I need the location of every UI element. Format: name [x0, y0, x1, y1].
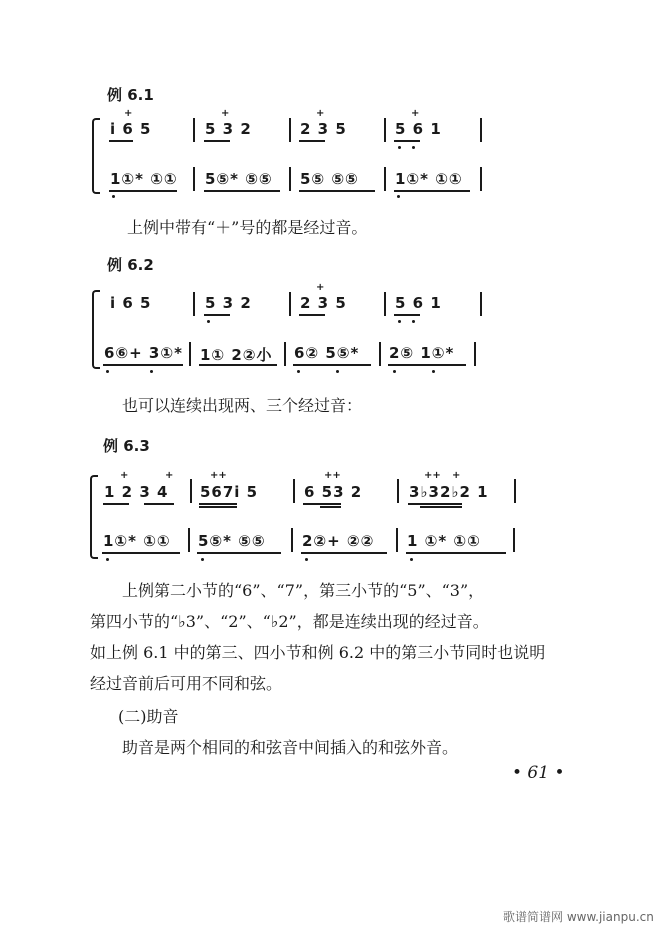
- melody-measure: 5 3 2: [205, 294, 252, 312]
- passing-tone-mark: +: [165, 470, 174, 481]
- example-caption: 上例中带有“＋”号的都是经过音。: [127, 218, 368, 237]
- harmony-measure: 5⑤ ⑤⑤: [300, 170, 359, 188]
- passing-tone-mark: +: [316, 282, 325, 293]
- barline: [513, 528, 515, 552]
- beam: [102, 552, 180, 554]
- barline: [284, 342, 286, 366]
- harmony-measure: 1 ①* ①①: [407, 532, 481, 550]
- barline: [289, 167, 291, 191]
- octave-dot: [112, 195, 115, 198]
- example-label: 例 6.1: [107, 86, 154, 104]
- beam: [199, 503, 237, 505]
- octave-dot: [412, 146, 415, 149]
- melody-measure: 5 6 1: [395, 294, 442, 312]
- beam: [109, 140, 133, 142]
- beam: [299, 314, 325, 316]
- octave-dot: [432, 370, 435, 373]
- barline: [396, 528, 398, 552]
- harmony-measure: 1①* ①①: [103, 532, 171, 550]
- beam: [199, 506, 237, 508]
- harmony-measure: 5⑤* ⑤⑤: [205, 170, 273, 188]
- melody-measure: 567i 5: [200, 483, 259, 501]
- octave-dot: [106, 558, 109, 561]
- harmony-measure: 1①* ①①: [395, 170, 463, 188]
- harmony-measure: 1①* ①①: [110, 170, 178, 188]
- passing-tone-mark: ++: [210, 470, 227, 481]
- beam: [293, 364, 371, 366]
- paragraph-line: 上例第二小节的“6”、“7”，第三小节的“5”、“3”，: [122, 581, 485, 600]
- beam: [103, 503, 129, 505]
- barline: [384, 118, 386, 142]
- barline: [379, 342, 381, 366]
- octave-dot: [398, 320, 401, 323]
- melody-measure: i 6 5: [110, 294, 152, 312]
- beam: [103, 364, 183, 366]
- paragraph-line: 如上例 6.1 中的第三、四小节和例 6.2 中的第三小节同时也说明: [90, 643, 546, 662]
- harmony-measure: 6⑥+ 3①*: [104, 344, 183, 362]
- beam: [301, 552, 387, 554]
- octave-dot: [150, 370, 153, 373]
- page-number: • 61 •: [512, 763, 565, 783]
- octave-dot: [412, 320, 415, 323]
- beam: [197, 552, 281, 554]
- passing-tone-mark: +: [124, 108, 133, 119]
- watermark: 歌谱简谱网 www.jianpu.cn: [503, 910, 654, 924]
- harmony-measure: 2②+ ②②: [302, 532, 375, 550]
- example-caption: 也可以连续出现两、三个经过音：: [122, 396, 363, 415]
- melody-measure: 2 3 5: [300, 294, 347, 312]
- barline: [384, 167, 386, 191]
- octave-dot: [393, 370, 396, 373]
- barline: [397, 479, 399, 503]
- barline: [193, 167, 195, 191]
- beam: [299, 190, 375, 192]
- barline: [514, 479, 516, 503]
- melody-measure: 5 6 1: [395, 120, 442, 138]
- beam: [408, 503, 462, 505]
- melody-measure: 1 2 3 4: [104, 483, 169, 501]
- passing-tone-mark: +: [316, 108, 325, 119]
- barline: [289, 292, 291, 316]
- beam: [204, 140, 230, 142]
- harmony-measure: 2⑤ 1①*: [389, 344, 455, 362]
- passing-tone-mark: +: [411, 108, 420, 119]
- octave-dot: [201, 558, 204, 561]
- beam: [394, 314, 420, 316]
- system-brace: [90, 475, 98, 559]
- melody-measure: 2 3 5: [300, 120, 347, 138]
- passing-tone-mark: +: [452, 470, 461, 481]
- barline: [384, 292, 386, 316]
- barline: [480, 292, 482, 316]
- passing-tone-mark: ++: [424, 470, 441, 481]
- barline: [480, 167, 482, 191]
- beam: [388, 364, 466, 366]
- octave-dot: [410, 558, 413, 561]
- passing-tone-mark: +: [120, 470, 129, 481]
- octave-dot: [398, 146, 401, 149]
- beam: [406, 552, 506, 554]
- passing-tone-mark: ++: [324, 470, 341, 481]
- section-heading: (二)助音: [118, 707, 179, 726]
- octave-dot: [106, 370, 109, 373]
- beam: [204, 190, 280, 192]
- beam: [303, 503, 341, 505]
- melody-measure: 5 3 2: [205, 120, 252, 138]
- system-brace: [92, 118, 100, 194]
- melody-measure: 3♭32♭2 1: [409, 483, 489, 501]
- beam: [394, 140, 420, 142]
- beam: [320, 506, 341, 508]
- passing-tone-mark: +: [221, 108, 230, 119]
- octave-dot: [297, 370, 300, 373]
- system-brace: [92, 290, 100, 369]
- beam: [109, 190, 177, 192]
- barline: [193, 118, 195, 142]
- example-label: 例 6.3: [103, 437, 150, 455]
- octave-dot: [336, 370, 339, 373]
- octave-dot: [305, 558, 308, 561]
- barline: [190, 479, 192, 503]
- paragraph-line: 第四小节的“♭3”、“2”、“♭2”，都是连续出现的经过音。: [90, 612, 489, 631]
- melody-measure: 6 53 2: [304, 483, 363, 501]
- beam: [204, 314, 230, 316]
- barline: [291, 528, 293, 552]
- barline: [189, 342, 191, 366]
- beam: [144, 503, 174, 505]
- beam: [299, 140, 325, 142]
- barline: [474, 342, 476, 366]
- octave-dot: [397, 195, 400, 198]
- octave-dot: [207, 320, 210, 323]
- beam: [394, 190, 470, 192]
- harmony-measure: 5⑤* ⑤⑤: [198, 532, 266, 550]
- barline: [480, 118, 482, 142]
- beam: [199, 364, 277, 366]
- melody-measure: i 6 5: [110, 120, 152, 138]
- paragraph-line: 经过音前后可用不同和弦。: [90, 674, 283, 693]
- paragraph-line: 助音是两个相同的和弦音中间插入的和弦外音。: [122, 738, 459, 757]
- harmony-measure: 1① 2②小: [200, 346, 273, 364]
- beam: [420, 506, 462, 508]
- barline: [293, 479, 295, 503]
- barline: [289, 118, 291, 142]
- example-label: 例 6.2: [107, 256, 154, 274]
- barline: [188, 528, 190, 552]
- harmony-measure: 6② 5⑤*: [294, 344, 360, 362]
- barline: [193, 292, 195, 316]
